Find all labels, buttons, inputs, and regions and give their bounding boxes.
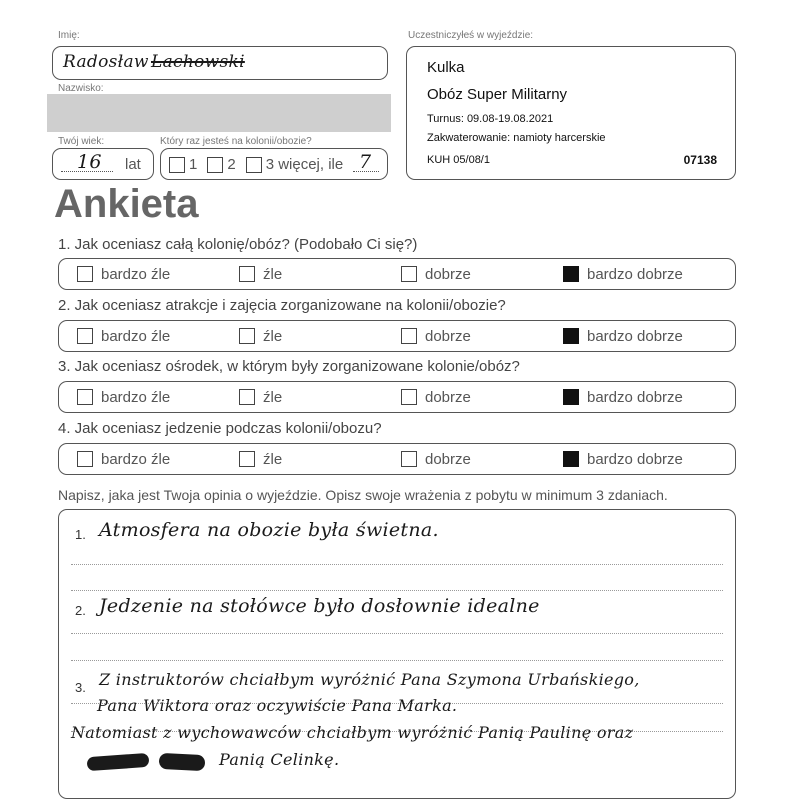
answer-line-3d: Panią Celinkę. (219, 750, 340, 769)
times-option-1: 1 (189, 156, 198, 173)
times-value: 7 (359, 151, 372, 173)
name-struck-text: Lachowski (151, 52, 245, 72)
question-2: 2. Jak oceniasz atrakcje i zajęcia zorganizowane na kolonii/obozie? (58, 297, 506, 314)
rating-option-label: dobrze (425, 450, 471, 468)
rating-option-label: dobrze (425, 327, 471, 345)
rating-option-label: źle (263, 450, 283, 468)
answer-line-3a: Z instruktorów chciałbym wyróżnić Pana Szymona Urbańskiego, (99, 670, 640, 689)
rating-2-checkbox-bardzo-dobrze[interactable] (563, 328, 579, 344)
answer-line-3c: Natomiast z wychowawców chciałbym wyróżnić Panią Paulinę oraz (71, 723, 634, 742)
question-3: 3. Jak oceniasz ośrodek, w którym były zorganizowane kolonie/obóz? (58, 358, 520, 375)
times-field (160, 148, 388, 180)
rating-option-label: bardzo dobrze (587, 327, 683, 345)
rating-3-checkbox-dobrze[interactable] (401, 389, 417, 405)
rating-row-4 (58, 443, 736, 475)
rating-option-label: bardzo dobrze (587, 388, 683, 406)
trip-label: Uczestniczyłeś w wyjeździe: (408, 30, 534, 41)
age-value: 16 (77, 151, 102, 173)
page-title: Ankieta (54, 182, 199, 226)
rating-4-checkbox-bardzo-dobrze[interactable] (563, 451, 579, 467)
rating-2-checkbox-dobrze[interactable] (401, 328, 417, 344)
rating-option-label: źle (263, 265, 283, 283)
rating-4-checkbox-bardzo-zle[interactable] (77, 451, 93, 467)
question-1: 1. Jak oceniasz całą kolonię/obóz? (Podobało Ci się?) (58, 236, 418, 253)
rating-option-label: bardzo źle (101, 327, 171, 345)
age-label: Twój wiek: (58, 136, 105, 147)
trip-org: Kulka (427, 59, 465, 76)
rating-option-label: bardzo dobrze (587, 450, 683, 468)
rating-2-checkbox-bardzo-zle[interactable] (77, 328, 93, 344)
age-field[interactable] (52, 148, 154, 180)
rating-1-checkbox-bardzo-dobrze[interactable] (563, 266, 579, 282)
trip-lodging: Zakwaterowanie: namioty harcerskie (427, 132, 606, 144)
rating-3-checkbox-zle[interactable] (239, 389, 255, 405)
ruled-line (71, 633, 723, 634)
rating-1-checkbox-dobrze[interactable] (401, 266, 417, 282)
answer-number-1: 1. (75, 527, 86, 542)
rating-option-label: dobrze (425, 265, 471, 283)
trip-info-box (406, 46, 736, 180)
times-checkbox-2[interactable] (207, 157, 223, 173)
rating-option-label: źle (263, 327, 283, 345)
trip-camp: Obóz Super Militarny (427, 86, 568, 103)
age-unit: lat (125, 156, 141, 173)
trip-turn: Turnus: 09.08-19.08.2021 (427, 113, 554, 125)
ruled-line (71, 590, 723, 591)
answer-number-3: 3. (75, 680, 86, 695)
trip-number: 07138 (683, 153, 717, 167)
rating-4-checkbox-dobrze[interactable] (401, 451, 417, 467)
times-checkbox-3[interactable] (246, 157, 262, 173)
times-option-3: 3 więcej, ile (265, 156, 344, 173)
question-4: 4. Jak oceniasz jedzenie podczas kolonii/obozu? (58, 420, 382, 437)
ruled-line (71, 660, 723, 661)
rating-2-checkbox-zle[interactable] (239, 328, 255, 344)
opinion-prompt: Napisz, jaka jest Twoja opinia o wyjeździe. Opisz swoje wrażenia z pobytu w minimum 3 zdaniach. (58, 487, 668, 503)
rating-option-label: bardzo źle (101, 388, 171, 406)
answer-number-2: 2. (75, 603, 86, 618)
rating-1-checkbox-bardzo-zle[interactable] (77, 266, 93, 282)
rating-option-label: dobrze (425, 388, 471, 406)
name-label: Imię: (58, 30, 80, 41)
answer-line-2: Jedzenie na stołówce było dosłownie idealne (99, 595, 540, 617)
answer-line-3b: Pana Wiktora oraz oczywiście Pana Marka. (97, 696, 458, 715)
rating-option-label: bardzo źle (101, 265, 171, 283)
rating-row-1 (58, 258, 736, 290)
rating-option-label: źle (263, 388, 283, 406)
scribble-out-mark (159, 753, 206, 771)
surname-redaction (47, 94, 391, 132)
trip-code: KUH 05/08/1 (427, 154, 490, 166)
surname-label: Nazwisko: (58, 83, 104, 94)
name-value: Radosław (63, 52, 149, 72)
times-option-2: 2 (227, 156, 236, 173)
opinion-textarea[interactable] (58, 509, 736, 799)
times-checkbox-1[interactable] (169, 157, 185, 173)
times-label: Który raz jesteś na kolonii/obozie? (160, 136, 312, 147)
rating-1-checkbox-zle[interactable] (239, 266, 255, 282)
ruled-line (71, 564, 723, 565)
rating-row-2 (58, 320, 736, 352)
rating-row-3 (58, 381, 736, 413)
rating-3-checkbox-bardzo-zle[interactable] (77, 389, 93, 405)
name-field[interactable] (52, 46, 388, 80)
rating-option-label: bardzo dobrze (587, 265, 683, 283)
scribble-out-mark (87, 753, 150, 771)
rating-3-checkbox-bardzo-dobrze[interactable] (563, 389, 579, 405)
rating-4-checkbox-zle[interactable] (239, 451, 255, 467)
rating-option-label: bardzo źle (101, 450, 171, 468)
answer-line-1: Atmosfera na obozie była świetna. (99, 519, 439, 541)
